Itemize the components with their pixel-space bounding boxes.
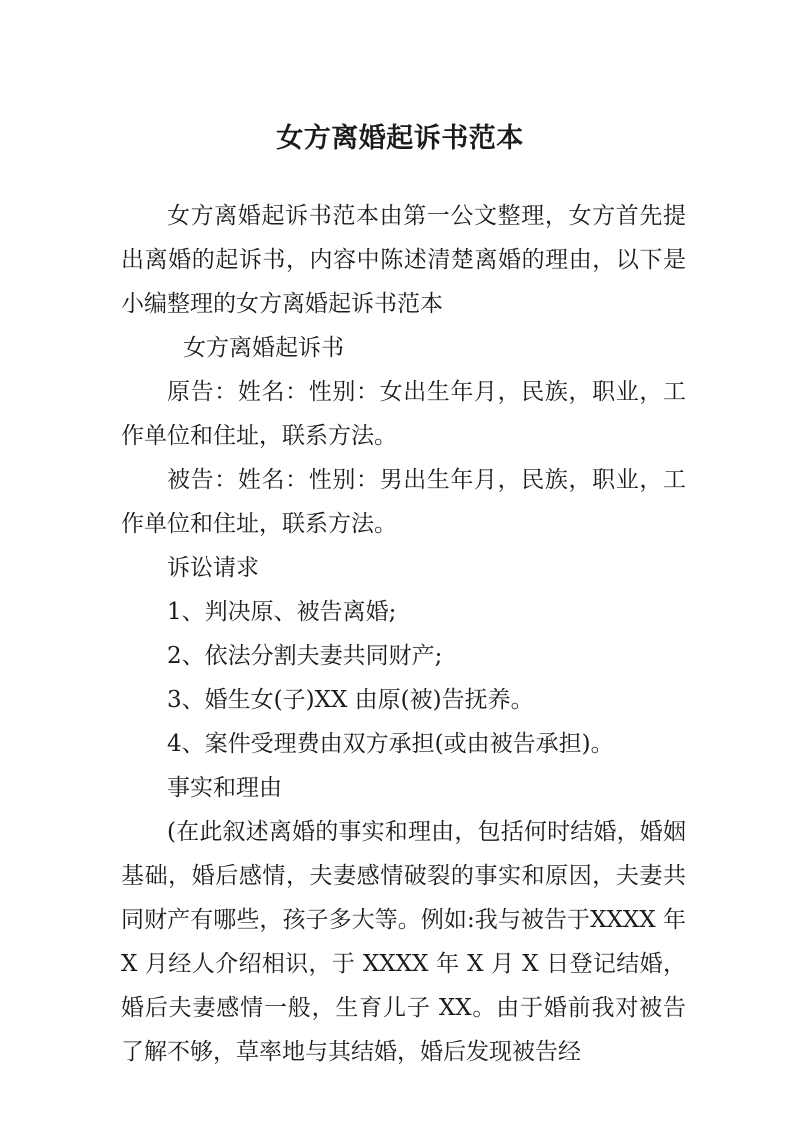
claim-item: 3、婚生女(子)XX 由原(被)告抚养。 — [167, 687, 534, 713]
claim-item: 2、依法分割夫妻共同财产; — [167, 643, 443, 669]
defendant-paragraph: 被告：姓名：性别：男出生年月，民族，职业，工作单位和住址，联系方法。 — [121, 467, 686, 537]
facts-paragraph: (在此叙述离婚的事实和理由，包括何时结婚，婚姻基础，婚后感情，夫妻感情破裂的事实和原因，夫妻共同财产有哪些，孩子多大等。例如:我与被告于XXXX 年 X 月经人介绍相识，于 XXXX 年 X 月 X 日登记结婚，婚后夫妻感情一般，生育儿子 XX。由于婚前我对被告了解不够，草率地与其结婚，婚后发现被告经 — [121, 819, 686, 1065]
section-heading-claims: 诉讼请求 — [167, 555, 259, 581]
section-heading-complaint: 女方离婚起诉书 — [183, 335, 344, 361]
document-title: 女方离婚起诉书范本 — [276, 123, 524, 155]
claim-item: 4、案件受理费由双方承担(或由被告承担)。 — [167, 731, 614, 757]
claim-item: 1、判决原、被告离婚; — [167, 599, 397, 625]
plaintiff-paragraph: 原告：姓名：性别：女出生年月，民族，职业，工作单位和住址，联系方法。 — [121, 379, 686, 449]
section-heading-facts: 事实和理由 — [167, 775, 282, 801]
intro-paragraph: 女方离婚起诉书范本由第一公文整理，女方首先提出离婚的起诉书，内容中陈述清楚离婚的理由，以下是小编整理的女方离婚起诉书范本 — [121, 203, 686, 317]
document-body — [121, 194, 686, 1074]
